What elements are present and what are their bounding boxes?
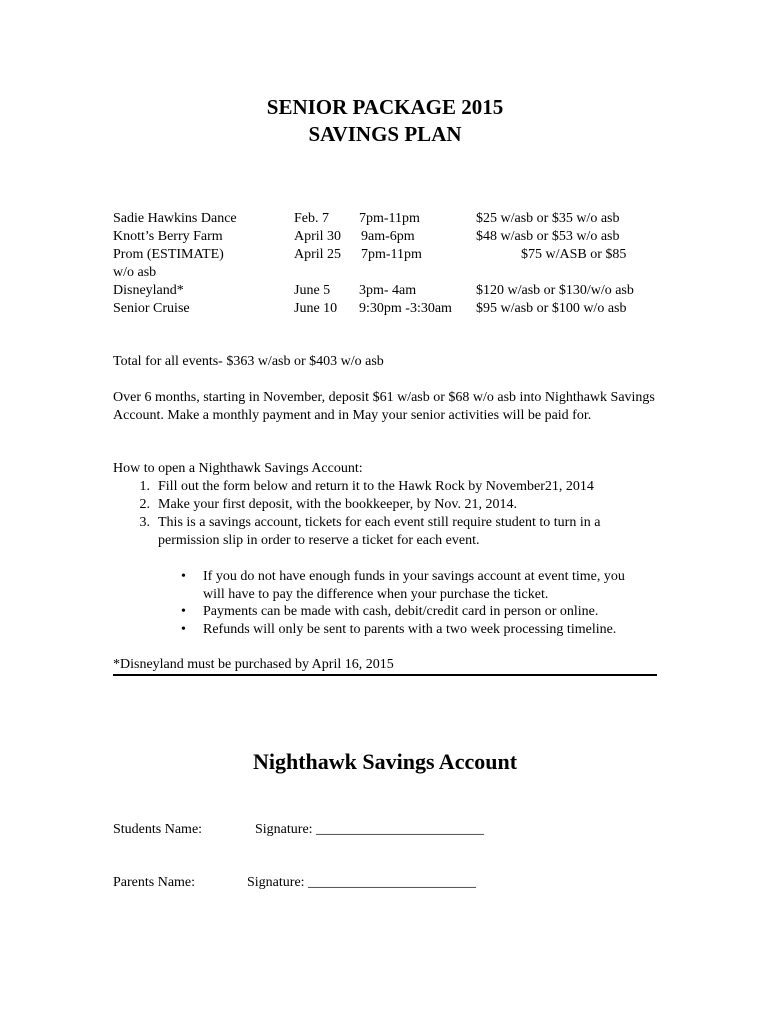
event-name: Disneyland*: [113, 283, 184, 298]
student-signature-field[interactable]: Signature: ________________________: [255, 822, 485, 837]
student-name-label: Students Name:: [113, 822, 203, 837]
event-price: $48 w/asb or $53 w/o asb: [476, 229, 620, 244]
step-number: 3.: [139, 515, 150, 530]
step-text: Fill out the form below and return it to the Hawk Rock by November21, 2014: [158, 479, 594, 494]
event-date: June 5: [294, 283, 331, 298]
step-number: 2.: [139, 497, 150, 512]
event-price: $120 w/asb or $130/w/o asb: [476, 283, 634, 298]
bullet-text: Payments can be made with cash, debit/credit card in person or online.: [203, 604, 599, 619]
event-time: 3pm- 4am: [359, 283, 417, 298]
parent-signature-field[interactable]: Signature: ________________________: [247, 875, 477, 890]
event-date: April 25: [294, 247, 342, 262]
parent-name-label: Parents Name:: [113, 875, 196, 890]
event-date: April 30: [294, 229, 342, 244]
step-text: Make your first deposit, with the bookkeeper, by Nov. 21, 2014.: [158, 497, 517, 512]
event-price: $95 w/asb or $100 w/o asb: [476, 301, 627, 316]
event-time: 7pm-11pm: [359, 211, 420, 226]
total-line: Total for all events- $363 w/asb or $403 w/o asb: [113, 354, 384, 369]
step-text: This is a savings account, tickets for each event still require student to turn in a permission slip in order to reserve a ticket for each event.: [158, 515, 601, 548]
event-name: Senior Cruise: [113, 301, 190, 316]
disneyland-footnote: *Disneyland must be purchased by April 16, 2015: [113, 657, 394, 672]
page-title-line-1: SENIOR PACKAGE 2015: [266, 95, 504, 119]
event-price: $75 w/ASB or $85: [521, 247, 627, 262]
list-item: [134, 478, 654, 496]
bullet-icon: •: [181, 569, 186, 584]
page-title-line-2: SAVINGS PLAN: [308, 122, 462, 146]
event-price-continued: w/o asb: [113, 265, 157, 280]
event-time: 7pm-11pm: [361, 247, 422, 262]
form-heading: Nighthawk Savings Account: [252, 749, 518, 774]
list-item: [181, 621, 681, 639]
event-date: Feb. 7: [294, 211, 329, 226]
savings-paragraph: Over 6 months, starting in November, deposit $61 w/asb or $68 w/o asb into Nighthawk Savings Account. Make a monthly payment and in May your senior activities will be paid for.: [113, 390, 655, 423]
list-item: [181, 568, 681, 604]
event-time: 9am-6pm: [361, 229, 415, 244]
bullet-text: Refunds will only be sent to parents with a two week processing timeline.: [203, 622, 617, 637]
list-item: [181, 603, 681, 621]
bullet-icon: •: [181, 622, 186, 637]
section-divider: [113, 674, 657, 676]
event-name: Knott’s Berry Farm: [113, 229, 223, 244]
list-item: [134, 514, 654, 550]
event-price: $25 w/asb or $35 w/o asb: [476, 211, 620, 226]
step-number: 1.: [139, 479, 150, 494]
event-date: June 10: [294, 301, 338, 316]
list-item: [134, 496, 654, 514]
event-name: Sadie Hawkins Dance: [113, 211, 237, 226]
how-to-heading: How to open a Nighthawk Savings Account:: [113, 461, 363, 476]
bullet-icon: •: [181, 604, 186, 619]
event-name: Prom (ESTIMATE): [113, 247, 224, 262]
bullet-text: If you do not have enough funds in your savings account at event time, you will have to pay the difference when your purchase the ticket.: [203, 569, 625, 602]
event-time: 9:30pm -3:30am: [359, 301, 452, 316]
